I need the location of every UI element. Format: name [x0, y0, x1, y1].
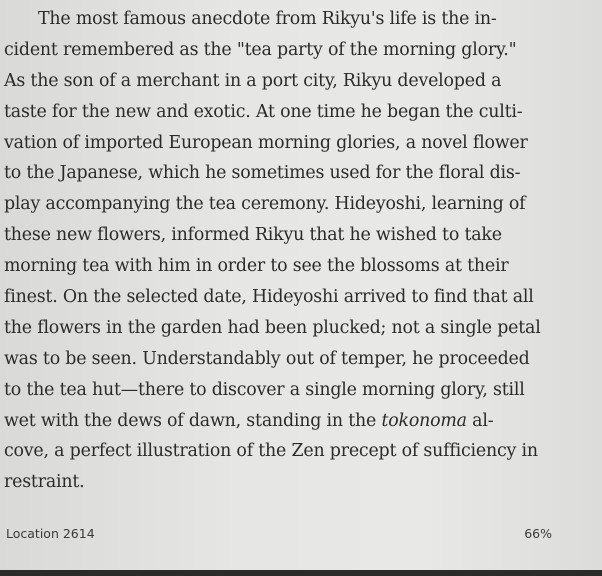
text-line: cident remembered as the "tea party of the morning glory." [4, 39, 517, 60]
text-line: cove, a perfect illustration of the Zen precept of sufficiency in [4, 441, 538, 462]
text-line: was to be seen. Understandably out of temper, he proceeded [4, 348, 530, 369]
progress-percent: 66% [524, 526, 552, 541]
device-bezel-edge [0, 570, 602, 576]
text-line-start: wet with the dews of dawn, standing in the [4, 410, 382, 431]
text-line: to the Japanese, which he sometimes used for the floral dis- [4, 163, 521, 184]
text-line: taste for the new and exotic. At one time he began the culti- [4, 101, 523, 122]
text-line: morning tea with him in order to see the blossoms at their [4, 256, 509, 277]
location-indicator[interactable]: Location 2614 [6, 526, 95, 541]
text-line: the flowers in the garden had been plucked; not a single petal [4, 317, 541, 338]
text-line: finest. On the selected date, Hideyoshi arrived to find that all [4, 287, 534, 308]
italic-term: tokonoma [381, 410, 467, 431]
text-line-end: al- [466, 410, 494, 431]
text-line: these new flowers, informed Rikyu that he wished to take [4, 225, 502, 246]
text-line: As the son of a merchant in a port city, Rikyu developed a [4, 70, 502, 91]
text-line: vation of imported European morning glories, a novel flower [4, 132, 528, 153]
text-line: The most famous anecdote from Rikyu's life is the in- [38, 9, 497, 29]
text-line [4, 406, 560, 437]
text-line: play accompanying the tea ceremony. Hideyoshi, learning of [4, 194, 526, 215]
reading-page[interactable] [4, 4, 560, 498]
text-line: to the tea hut—there to discover a single morning glory, still [4, 379, 525, 400]
text-line: restraint. [4, 472, 85, 493]
